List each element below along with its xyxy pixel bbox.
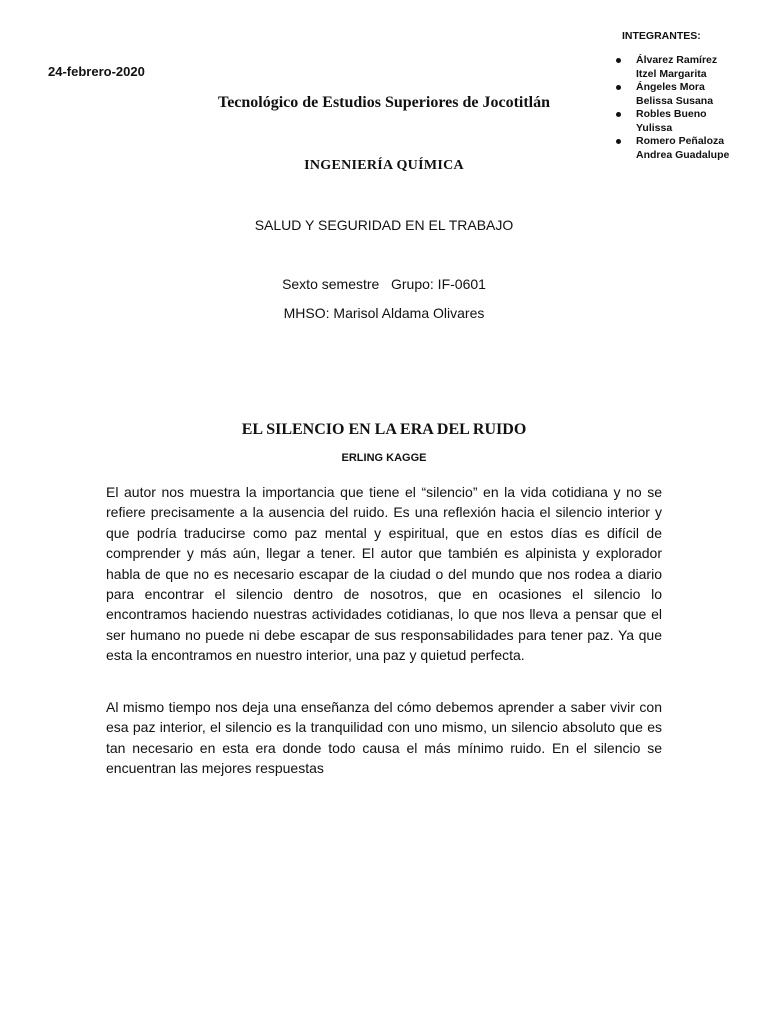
document-date: 24-febrero-2020 <box>48 64 145 79</box>
essay-title: EL SILENCIO EN LA ERA DEL RUIDO <box>241 421 527 438</box>
bullet-icon <box>616 112 621 117</box>
subject-name: SALUD Y SEGURIDAD EN EL TRABAJO <box>254 217 514 233</box>
member-name: Álvarez Ramírez Itzel Margarita <box>636 54 718 80</box>
essay-author: ERLING KAGGE <box>341 452 427 464</box>
teacher-name: MHSO: Marisol Aldama Olivares <box>283 305 485 321</box>
essay-paragraph: Al mismo tiempo nos deja una enseñanza del cómo debemos aprender a saber vivir con esa paz interior, el silencio es la tranquilidad con uno mismo, un silencio absoluto que es tan necesario en esta era donde todo causa el más mínimo ruido. En el silencio se encuentran las mejores respuestas <box>106 699 662 777</box>
school-name: Tecnológico de Estudios Superiores de Jocotitlán <box>217 94 551 111</box>
semester-group: Sexto semestre Grupo: IF-0601 <box>282 276 486 292</box>
member-item <box>612 108 762 135</box>
bullet-icon <box>616 85 621 90</box>
member-name: Romero Peñaloza Andrea Guadalupe <box>636 135 730 161</box>
member-name: Ángeles Mora Belissa Susana <box>636 81 714 107</box>
career-name: INGENIERÍA QUÍMICA <box>304 158 464 173</box>
members-heading: INTEGRANTES: <box>622 30 701 42</box>
bullet-icon <box>616 139 621 144</box>
essay-paragraph: El autor nos muestra la importancia que tiene el “silencio” en la vida cotidiana y no se refiere precisamente a la ausencia del ruido. Es una reflexión hacia el silencio interior y que podría traducirse como paz mental y espiritual, que en estos días es difícil de comprender y más aún, llegar a tener. El autor que también es alpinista y explorador habla de que no es necesario escapar de la ciudad o del mundo que nos rodea a diario para encontrar el silencio dentro de nosotros, que en ocasiones el silencio lo encontramos haciendo nuestras actividades cotidianas, lo que nos lleva a pensar que el ser humano no puede ni debe escapar de sus responsabilidades para tener paz. Ya que esta la encontramos en nuestro interior, una paz y quietud perfecta. <box>106 484 662 664</box>
bullet-icon <box>616 58 621 63</box>
member-item <box>612 54 762 81</box>
member-name: Robles Bueno Yulissa <box>636 108 707 134</box>
